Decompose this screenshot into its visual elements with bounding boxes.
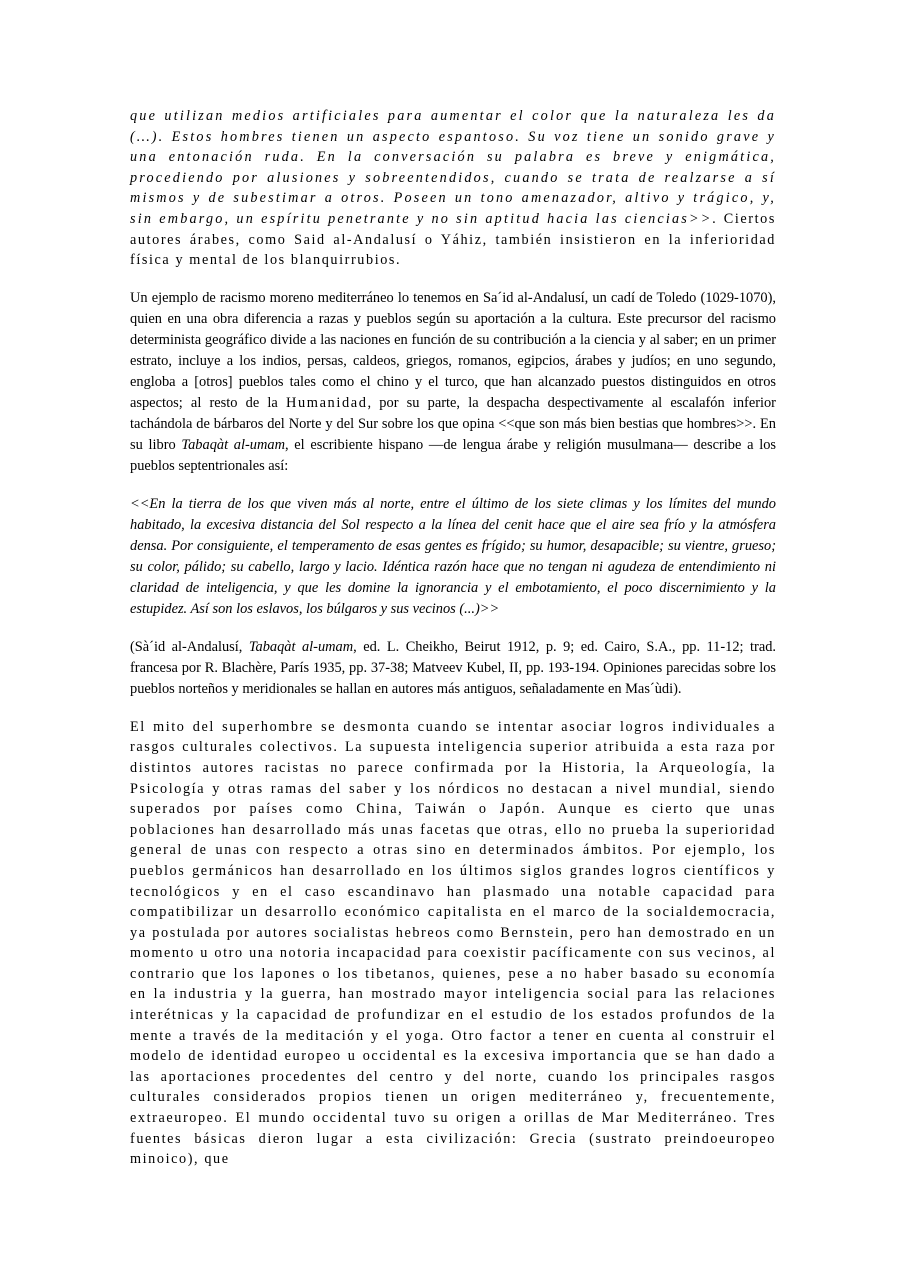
paragraph-superhombre: El mito del superhombre se desmonta cuando se intentar asociar logros individuales a rasgos culturales colectivos. La supuesta inteligencia superior atribuida a esta raza por distintos autores racistas no parece confirmada por la Historia, la Arqueología, la Psicología y otras ramas del saber y los nórdicos no destacan a nivel mundial, siendo superados por países como China, Taiwán o Japón. Aunque es cierto que unas poblaciones han desarrollado más unas facetas que otras, ello no prueba la superioridad general de unas con respecto a otras sino en determinados ámbitos. Por ejemplo, los pueblos germánicos han desarrollado en los últimos siglos grandes logros científicos y tecnológicos y en el caso escandinavo han plasmado una notable capacidad para compatibilizar un desarrollo económico capitalista en el marco de la socialdemocracia, ya postulada por autores socialistas hebreos como Bernstein, pero han demostrado en un momento u otro una notoria incapacidad para coexistir pacíficamente con sus vecinos, al contrario que los lapones o los tibetanos, quienes, pese a no haber basado su economía en la industria y la guerra, han mostrado mayor inteligencia social para las relaciones interétnicas y la capacidad de profundizar en el estudio de los estados profundos de la mente a través de la meditación y el yoga. Otro factor a tener en cuenta al construir el modelo de identidad europeo u occidental es la excesiva importancia que se han dado a las aportaciones procedentes del centro y del norte, cuando los principales rasgos culturales considerados propios tienen un origen mediterráneo y, frecuentemente, extraeuropeo. El mundo occidental tuvo su origen a orillas de Mar Mediterráneo. Tres fuentes básicas dieron lugar a esta civilización: Grecia (sustrato preindoeuropeo minoico), que [130,718,776,1168]
paragraph-said-al-andalusi [130,288,776,477]
block-quote-northern-peoples: <<En la tierra de los que viven más al norte, entre el último de los siete climas y los límites del mundo habitado, la excesiva distancia del Sol respecto a la línea del cenit hace que el aire sea frío y la atmósfera densa. Por consiguiente, el temperamento de esas gentes es frígido; su humor, desapacible; su vientre, grueso; su color, pálido; su cabello, largo y lacio. Idéntica razón hace que no tengan ni agudeza de entendimiento ni claridad de inteligencia, y que les domine la ignorancia y el embotamiento, el poco discernimiento y la estupidez. Así son los eslavos, los búlgaros y sus vecinos (...)>> [130,495,776,617]
paragraph-2-part-b: , por su parte, la despacha despectivamente al escalafón inferior tachándola de bárbaros del Norte y del Sur sobre los que opina <<que son más bien bestias que hombres>>. En su libro [130,394,776,453]
paragraph-2-part-c: , el escribiente hispano ―de lengua árabe y religión musulmana― describe a los pueblos septentrionales así: [130,436,777,474]
citation-part-b: , ed. L. Cheikho, Beirut 1912, p. 9; ed. Cairo, S.A., pp. 11-12; trad. francesa por R. Blachère, París 1935, pp. 37-38; Matveev Kubel, II, pp. 193-194. Opiniones parecidas sobre los pueblos norteños y meridionales se hallan en autores más antiguos, señaladamente en Mas´ùdi). [130,638,776,697]
book-title: Tabaqàt al-umam [181,436,285,453]
quote-continuation-text: que utilizan medios artificiales para aumentar el color que la naturaleza les da (…). Estos hombres tienen un aspecto espantoso. Su voz tiene un sonido grave y una entonación ruda. En la conversación su palabra es breve y enigmática, procediendo por alusiones y sobreentendidos, cuando se trata de realzarse a sí mismos y de subestimar a otros. Poseen un tono amenazador, altivo y trágico, y, sin embargo, un espíritu penetrante y no sin aptitud hacia las ciencias>>. [130,108,776,227]
citation-paragraph [130,637,776,700]
citation-part-a: (Sà´id al-Andalusí, [130,638,249,655]
paragraph-2-part-a: Un ejemplo de racismo moreno mediterráneo lo tenemos en Sa´id al-Andalusí, un cadí de Toledo (1029-1070), quien en una obra diferencia a razas y pueblos según su aportación a la cultura. Este precursor del racismo determinista geográfico divide a las naciones en función de su contribución a la ciencia y al saber; en un primer estrato, incluye a los indios, persas, caldeos, griegos, romanos, egipcios, árabes y judíos; en uno segundo, engloba a [otros] pueblos tales como el chino y el turco, que han alcanzado puestos distinguidos en otros aspectos; al resto de la [130,289,776,411]
paragraph-quote-continuation [130,106,776,271]
document-page [130,106,776,1170]
citation-book-title: Tabaqàt al-umam [248,638,354,655]
paragraph-1-tail: Ciertos autores árabes, como Said al-Andalusí o Yáhiz, también insistieron en la inferioridad física y mental de los blanquirrubios. [130,210,776,269]
humanidad-word: Humanidad [285,394,368,411]
